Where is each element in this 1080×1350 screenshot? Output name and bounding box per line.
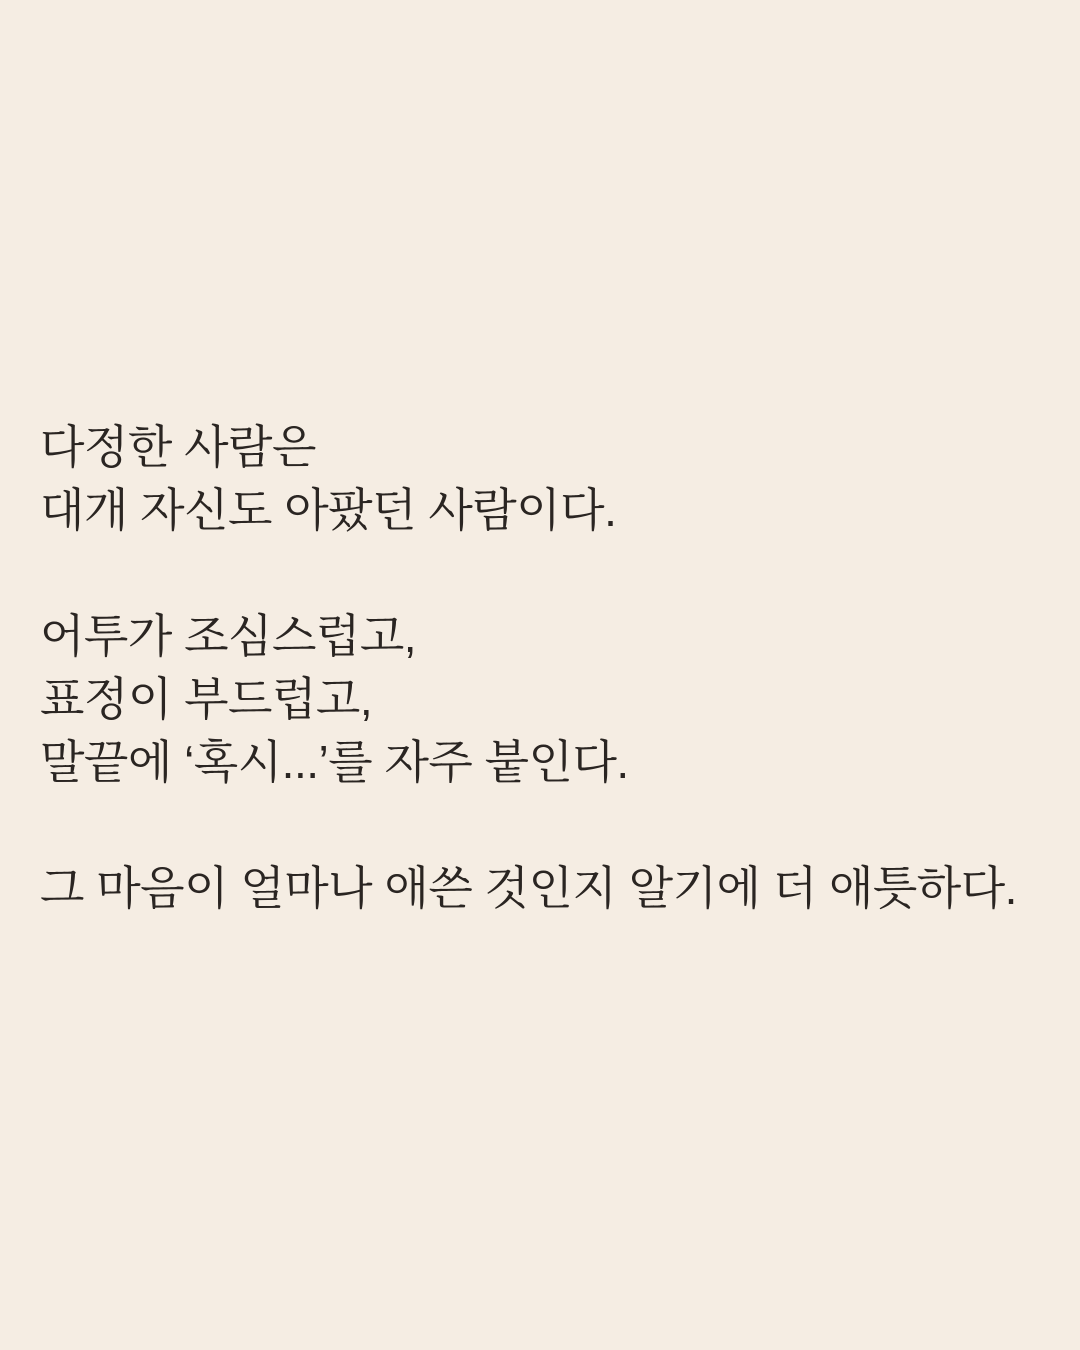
- quote-text-block: [40, 416, 1050, 920]
- quote-line: 말끝에 ‘혹시...’를 자주 붙인다.: [40, 736, 629, 788]
- quote-paragraph: [40, 605, 1050, 794]
- quote-line: 어투가 조심스럽고,: [40, 610, 417, 662]
- quote-line: 표정이 부드럽고,: [40, 673, 373, 725]
- quote-paragraph: [40, 857, 1050, 920]
- quote-line: 그 마음이 얼마나 애쓴 것인지 알기에 더 애틋하다.: [40, 862, 1017, 914]
- quote-line: 대개 자신도 아팠던 사람이다.: [40, 484, 617, 536]
- quote-line: 다정한 사람은: [40, 421, 316, 473]
- quote-paragraph: [40, 416, 1050, 542]
